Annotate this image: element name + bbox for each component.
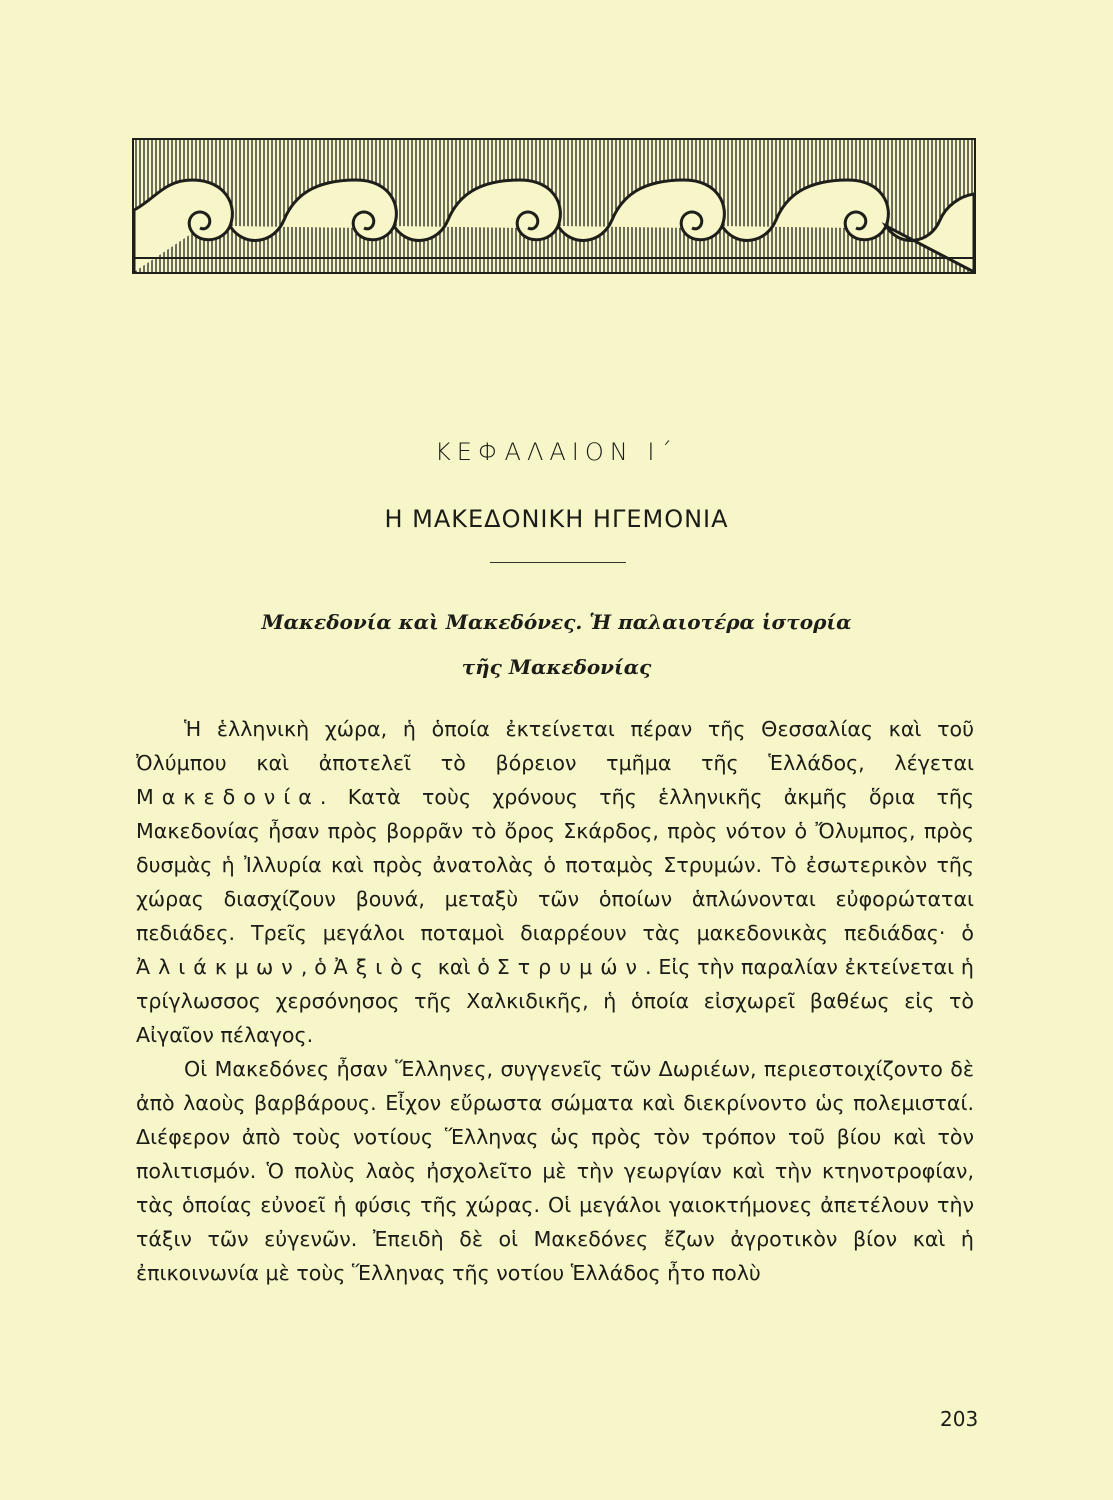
p1-text-d: καὶ ὁ — [430, 955, 497, 979]
section-title-line1: Μακεδονία καὶ Μακεδόνες. Ἡ παλαιοτέρα ἱστορία — [261, 610, 852, 634]
spaced-word-aliakmon: Ἀλιάκμων — [136, 955, 301, 979]
title-divider — [490, 562, 626, 563]
spaced-word-strymon: Στρυμών — [496, 955, 645, 979]
paragraph-1 — [136, 712, 974, 1052]
chapter-title: Η ΜΑΚΕΔΟΝΙΚΗ ΗΓΕΜΟΝΙΑ — [384, 505, 729, 533]
page-number: 203 — [940, 1407, 979, 1431]
chapter-heading: ΚΕΦΑΛΑΙΟΝ Ι΄ — [434, 438, 679, 466]
p1-text-a: Ἡ ἑλληνικὴ χώρα, ἡ ὁποία ἐκτείνεται πέραν τῆς Θεσσαλίας καὶ τοῦ Ὀλύμπου καὶ ἀποτελεῖ τὸ βόρειον τμῆμα τῆς Ἑλλάδος, λέγεται — [136, 717, 974, 775]
wave-scroll-icon — [134, 140, 974, 272]
p1-text-b: . Κατὰ τοὺς χρόνους τῆς ἑλληνικῆς ἀκμῆς ὅρια τῆς Μακεδονίας ἦσαν πρὸς βορρᾶν τὸ ὄρος Σκάρδος, πρὸς νότον ὁ Ὄλυμπος, πρὸς δυσμὰς ἡ Ἰλλυρία καὶ πρὸς ἀνατολὰς ὁ ποταμὸς Στρυμών. Τὸ ἐσωτερικὸν τῆς χώρας διασχίζουν βουνά, μεταξὺ τῶν ὁποίων ἁπλώνονται εὐφορώταται πεδιάδες. Τρεῖς μεγάλοι ποταμοὶ διαρρέουν τὰς μακεδονικὰς πεδιάδας· ὁ — [136, 785, 974, 945]
section-title — [150, 600, 963, 690]
paragraph-2: Οἱ Μακεδόνες ἦσαν Ἕλληνες, συγγενεῖς τῶν Δωριέων, περιεστοιχίζοντο δὲ ἀπὸ λαοὺς βαρβάρους. Εἶχον εὔρωστα σώματα καὶ διεκρίνοντο ὡς πολεμισταί. Διέφερον ἀπὸ τοὺς νοτίους Ἕλληνας ὡς πρὸς τὸν τρόπον τοῦ βίου καὶ τὸν πολιτισμόν. Ὁ πολὺς λαὸς ἠσχολεῖτο μὲ τὴν γεωργίαν καὶ τὴν κτηνοτροφίαν, τὰς ὁποίας εὐνοεῖ ἡ φύσις τῆς χώρας. Οἱ μεγάλοι γαιοκτήμονες ἀπετέλουν τὴν τάξιν τῶν εὐγενῶν. Ἐπειδὴ δὲ οἱ Μακεδόνες ἔζων ἀγροτικὸν βίον καὶ ἡ ἐπικοινωνία μὲ τοὺς Ἕλληνας τῆς νοτίου Ἑλλάδος ἦτο πολὺ — [136, 1057, 974, 1285]
p1-text-e: . Εἰς τὴν παραλίαν ἐκτείνεται ἡ τρίγλωσσος χερσόνησος τῆς Χαλκιδικῆς, ἡ ὁποία εἰσχωρεῖ βαθέως εἰς τὸ Αἰγαῖον πέλαγος. — [136, 955, 974, 1047]
spaced-word-makedonia: Μακεδονία — [136, 785, 320, 809]
p1-text-c: , ὁ — [300, 955, 334, 979]
body-text — [136, 712, 974, 1290]
section-title-line2: τῆς Μακεδονίας — [461, 655, 652, 679]
spaced-word-axios: Ἀξιὸς — [333, 955, 431, 979]
wave-ornament-banner — [132, 138, 976, 274]
